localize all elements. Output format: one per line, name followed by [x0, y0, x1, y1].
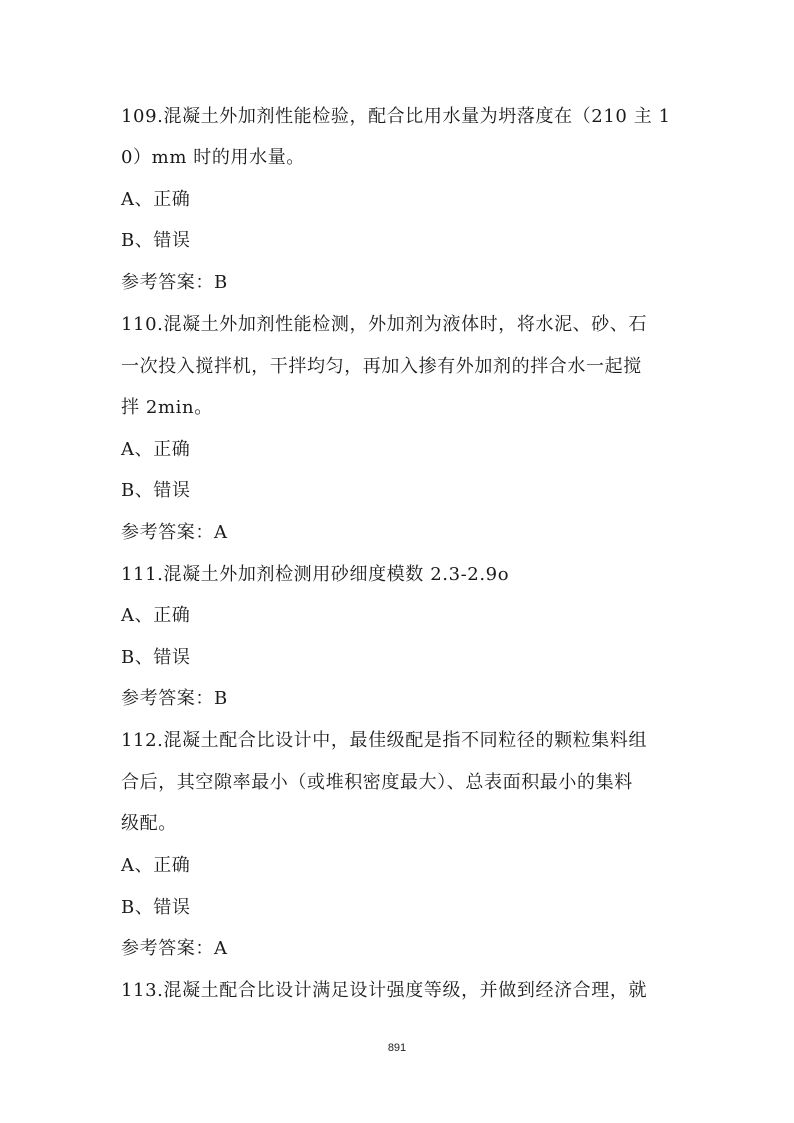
question-109-answer: 参考答案：B: [121, 272, 228, 293]
question-109-stem-line-2: 0）mm 时的用水量。: [121, 147, 305, 168]
question-113-stem-line-1: 113.混凝土配合比设计满足设计强度等级，并做到经济合理，就: [121, 980, 648, 1001]
question-110-answer: 参考答案：A: [121, 522, 228, 543]
question-111-option-a: A、正确: [121, 605, 191, 626]
question-109-option-a: A、正确: [121, 189, 191, 210]
question-110-stem-line-1: 110.混凝土外加剂性能检测，外加剂为液体时，将水泥、砂、石: [121, 314, 648, 335]
question-110-option-a: A、正确: [121, 439, 191, 460]
question-112-option-b: B、错误: [121, 897, 191, 918]
question-109-stem-line-1: 109.混凝土外加剂性能检验，配合比用水量为坍落度在（210 主 1: [121, 106, 671, 127]
question-110-stem-line-3: 拌 2min。: [121, 397, 213, 418]
question-111-option-b: B、错误: [121, 647, 191, 668]
question-110-option-b: B、错误: [121, 480, 191, 501]
question-111-stem-line-1: 111.混凝土外加剂检测用砂细度模数 2.3-2.9o: [121, 564, 510, 585]
question-112-stem-line-3: 级配。: [121, 813, 177, 834]
question-109-option-b: B、错误: [121, 230, 191, 251]
question-110-stem-line-2: 一次投入搅拌机，干拌均匀，再加入掺有外加剂的拌合水一起搅: [121, 356, 642, 377]
question-112-option-a: A、正确: [121, 855, 191, 876]
page-number: 891: [387, 1042, 407, 1054]
question-112-stem-line-2: 合后，其空隙率最小（或堆积密度最大）、总表面积最小的集料: [121, 772, 633, 793]
question-112-answer: 参考答案：A: [121, 938, 228, 959]
question-112-stem-line-1: 112.混凝土配合比设计中，最佳级配是指不同粒径的颗粒集料组: [121, 730, 648, 751]
question-111-answer: 参考答案：B: [121, 688, 228, 709]
